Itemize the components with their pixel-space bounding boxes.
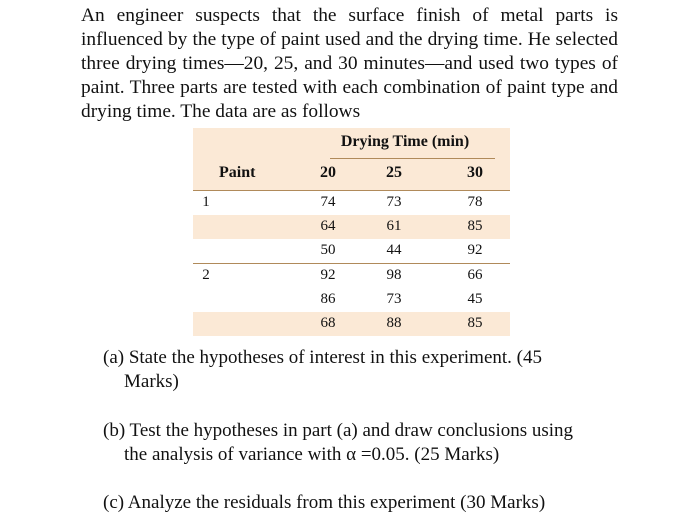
table-row [193, 263, 510, 288]
table-cell: 74 [320, 194, 336, 210]
paint-label: 2 [202, 267, 210, 283]
table-cell: 44 [386, 242, 402, 258]
question-a-line1: (a) State the hypotheses of interest in this experiment. (45 [103, 347, 542, 368]
table-cell: 92 [467, 242, 483, 258]
header-divider [330, 158, 495, 159]
question-b-line1: (b) Test the hypotheses in part (a) and draw conclusions using [103, 420, 574, 441]
table-cell: 45 [467, 291, 483, 307]
table-row [193, 288, 510, 312]
column-header-25: 25 [386, 164, 402, 181]
question-c-line1: (c) Analyze the residuals from this experiment (30 Marks) [103, 492, 546, 513]
table-cell: 68 [320, 315, 336, 331]
table-cell: 85 [467, 218, 483, 234]
question-a [103, 346, 623, 394]
drying-time-header: Drying Time (min) [340, 133, 470, 150]
question-a-line2: Marks) [124, 371, 179, 392]
table-cell: 50 [320, 242, 336, 258]
table-cell: 61 [386, 218, 402, 234]
problem-text: An engineer suspects that the surface finish of metal parts is influenced by the type of paint used and the drying time. He selected three drying times—20, 25, and 30 minutes—and used two types of paint. Three parts are tested with each combination of paint type and drying time. The data are as follows [81, 5, 618, 122]
question-c [103, 491, 623, 515]
table-cell: 73 [386, 194, 402, 210]
table-cell: 64 [320, 218, 336, 234]
data-table [193, 128, 510, 336]
table-row [193, 215, 510, 239]
question-b [103, 419, 623, 467]
table-row [193, 312, 510, 336]
paint-label: 1 [202, 194, 210, 210]
table-cell: 85 [467, 315, 483, 331]
table-cell: 86 [320, 291, 336, 307]
table-cell: 73 [386, 291, 402, 307]
column-header-30: 30 [467, 164, 483, 181]
table-cell: 88 [386, 315, 402, 331]
table-row [193, 239, 510, 263]
table-cell: 66 [467, 267, 483, 283]
paint-header: Paint [219, 164, 256, 181]
question-b-line2: the analysis of variance with α =0.05. (25 Marks) [124, 444, 500, 465]
table-row [193, 191, 510, 215]
column-header-20: 20 [320, 164, 336, 181]
table-cell: 98 [386, 267, 402, 283]
table-cell: 78 [467, 194, 483, 210]
table-header [193, 128, 510, 190]
problem-statement [81, 4, 618, 124]
table-cell: 92 [320, 267, 336, 283]
